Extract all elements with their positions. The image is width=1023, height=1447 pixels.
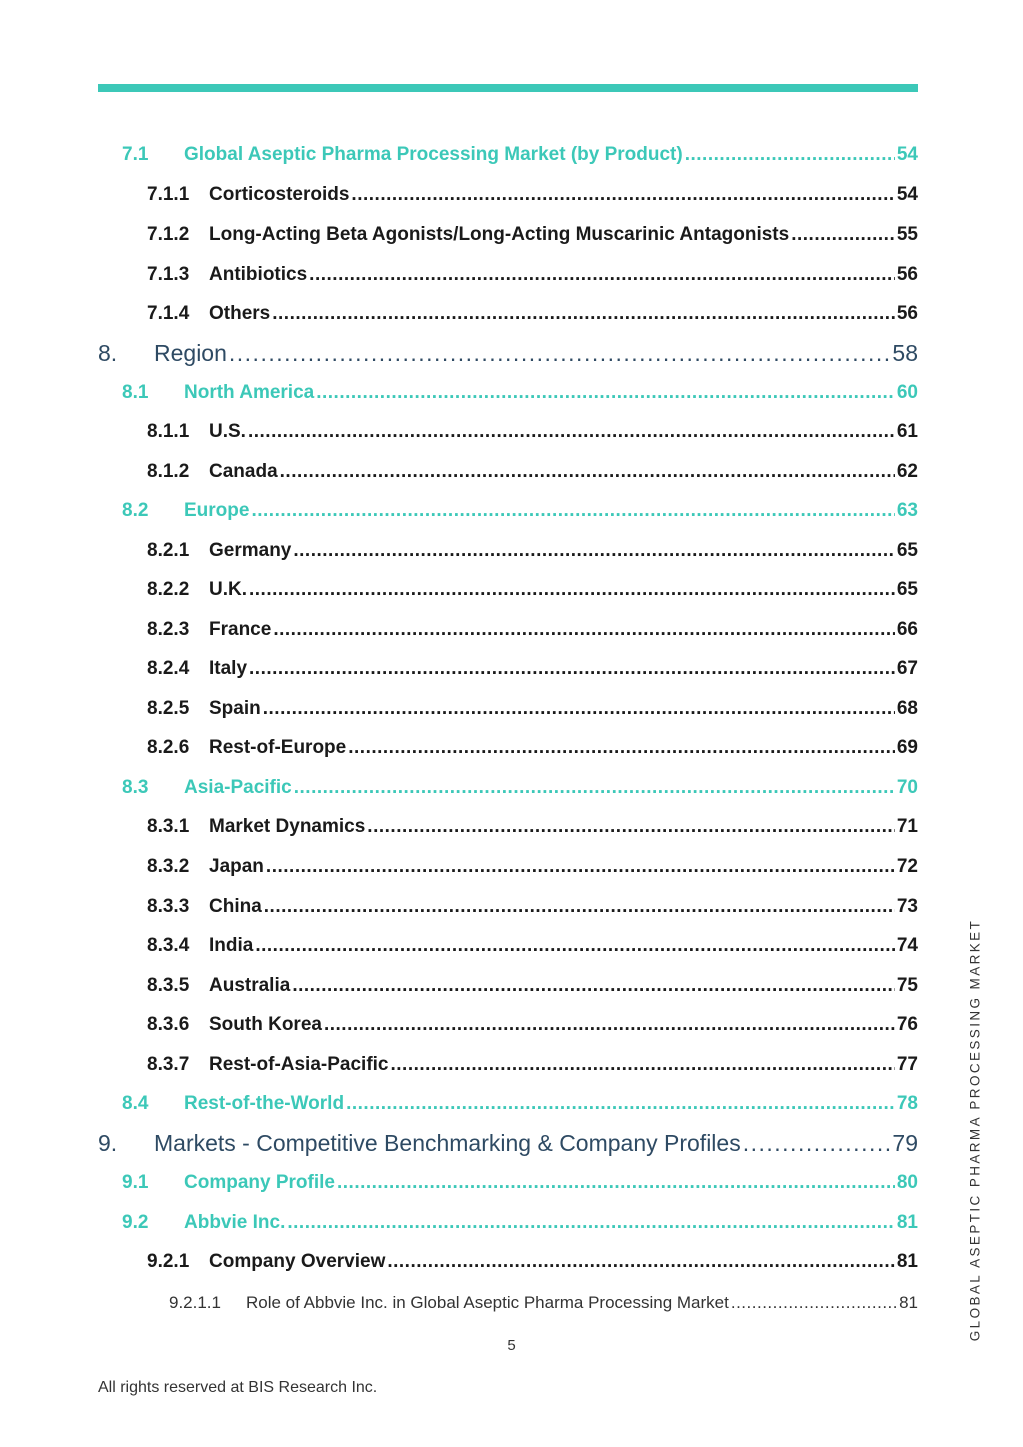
toc-entry-title: Role of Abbvie Inc. in Global Aseptic Pharma Processing Market — [246, 1293, 729, 1312]
toc-entry-title: Abbvie Inc. — [184, 1212, 286, 1233]
toc-entry-number: 8.3.4 — [147, 935, 190, 956]
toc-entry-page: 71 — [896, 816, 918, 837]
toc-dot-leader — [309, 264, 895, 286]
toc-entry[interactable] — [122, 382, 918, 404]
toc-dot-leader — [731, 1293, 897, 1313]
toc-entry[interactable] — [147, 184, 918, 206]
toc-entry[interactable] — [147, 658, 918, 680]
toc-entry[interactable] — [122, 777, 918, 799]
toc-entry-number: 9. — [98, 1130, 118, 1156]
toc-entry-number: 8.2.6 — [147, 737, 190, 758]
toc-entry-title: Canada — [209, 461, 278, 482]
toc-entry[interactable] — [147, 224, 918, 246]
toc-dot-leader — [346, 1093, 895, 1115]
toc-entry-page: 65 — [896, 540, 918, 561]
toc-entry[interactable] — [122, 1093, 918, 1115]
toc-entry[interactable] — [147, 303, 918, 325]
toc-entry-page: 58 — [892, 340, 918, 366]
toc-dot-leader — [367, 816, 895, 838]
toc-entry-number: 8.1.2 — [147, 461, 190, 482]
toc-entry-page: 67 — [896, 658, 918, 679]
toc-entry-number: 9.2.1.1 — [169, 1293, 221, 1312]
toc-entry-title: Region — [154, 340, 227, 366]
toc-entry-page: 81 — [899, 1293, 918, 1312]
toc-dot-leader — [272, 303, 895, 325]
toc-entry[interactable] — [147, 856, 918, 878]
toc-entry-number: 8.3.2 — [147, 856, 190, 877]
toc-dot-leader — [294, 777, 895, 799]
toc-entry-number: 8.1 — [122, 382, 149, 403]
toc-entry-number: 9.2 — [122, 1212, 149, 1233]
toc-entry-page: 75 — [896, 975, 918, 996]
toc-entry[interactable] — [147, 619, 918, 641]
toc-dot-leader — [293, 540, 894, 562]
toc-entry-number: 8.3.6 — [147, 1014, 190, 1035]
toc-entry-number: 8.1.1 — [147, 421, 190, 442]
toc-entry[interactable] — [147, 1251, 918, 1273]
toc-dot-leader — [316, 382, 895, 404]
toc-entry-page: 77 — [896, 1054, 918, 1075]
toc-entry-title: Antibiotics — [209, 264, 308, 285]
toc-entry-page: 69 — [896, 737, 918, 758]
toc-entry[interactable] — [147, 935, 918, 957]
toc-entry-page: 78 — [896, 1093, 918, 1114]
toc-entry[interactable] — [147, 579, 918, 601]
toc-entry-page: 81 — [896, 1251, 918, 1272]
toc-entry-page: 70 — [896, 777, 918, 798]
toc-entry[interactable] — [147, 896, 918, 918]
toc-entry-title: Rest-of-the-World — [184, 1093, 345, 1114]
toc-entry[interactable] — [147, 1054, 918, 1076]
toc-entry-page: 60 — [896, 382, 918, 403]
toc-entry-number: 8.2.4 — [147, 658, 190, 679]
toc-entry-title: Germany — [209, 540, 292, 561]
toc-dot-leader — [273, 619, 895, 641]
toc-entry-page: 54 — [896, 144, 918, 165]
toc-dot-leader — [229, 340, 891, 367]
toc-entry-title: Australia — [209, 975, 291, 996]
toc-entry-number: 7.1.3 — [147, 264, 190, 285]
toc-dot-leader — [337, 1172, 895, 1194]
toc-dot-leader — [391, 1054, 895, 1076]
toc-entry[interactable] — [147, 461, 918, 483]
toc-entry-number: 8.2 — [122, 500, 149, 521]
toc-entry-title: Italy — [209, 658, 248, 679]
toc-entry-title: India — [209, 935, 254, 956]
toc-entry-number: 8.2.5 — [147, 698, 190, 719]
header-accent-bar — [98, 84, 918, 92]
toc-entry-title: U.K. — [209, 579, 247, 600]
toc-entry-number: 8.3.7 — [147, 1054, 190, 1075]
toc-entry[interactable] — [122, 1172, 918, 1194]
toc-entry-title: Corticosteroids — [209, 184, 350, 205]
toc-dot-leader — [791, 224, 895, 246]
toc-dot-leader — [743, 1130, 891, 1157]
toc-entry-number: 8. — [98, 340, 118, 366]
toc-entry-page: 55 — [896, 224, 918, 245]
side-running-title: GLOBAL ASEPTIC PHARMA PROCESSING MARKET — [967, 918, 983, 1342]
toc-entry-title: Japan — [209, 856, 264, 877]
toc-entry-number: 8.2.1 — [147, 540, 190, 561]
toc-entry-number: 9.2.1 — [147, 1251, 190, 1272]
toc-entry[interactable] — [147, 421, 918, 443]
toc-entry[interactable] — [147, 975, 918, 997]
toc-entry[interactable] — [169, 1293, 918, 1313]
toc-dot-leader — [249, 579, 895, 601]
toc-entry-title: China — [209, 896, 262, 917]
toc-entry-number: 8.3.1 — [147, 816, 190, 837]
toc-entry-page: 62 — [896, 461, 918, 482]
toc-entry-title: South Korea — [209, 1014, 322, 1035]
toc-entry-title: Company Profile — [184, 1172, 335, 1193]
toc-entry-page: 61 — [896, 421, 918, 442]
toc-entry-number: 8.3 — [122, 777, 149, 798]
toc-dot-leader — [263, 698, 895, 720]
toc-entry[interactable] — [147, 816, 918, 838]
toc-entry-page: 56 — [896, 303, 918, 324]
toc-entry-title: France — [209, 619, 272, 640]
toc-entry-title: U.S. — [209, 421, 246, 442]
toc-entry-page: 73 — [896, 896, 918, 917]
toc-dot-leader — [351, 184, 894, 206]
toc-entry-number: 7.1.1 — [147, 184, 190, 205]
toc-entry-page: 76 — [896, 1014, 918, 1035]
toc-entry-number: 8.3.3 — [147, 896, 190, 917]
toc-entry-page: 54 — [896, 184, 918, 205]
toc-dot-leader — [292, 975, 895, 997]
toc-entry-number: 7.1.2 — [147, 224, 190, 245]
toc-dot-leader — [685, 144, 895, 166]
toc-dot-leader — [248, 421, 895, 443]
toc-entry-title: Markets - Competitive Benchmarking & Company Profiles — [154, 1130, 741, 1156]
toc-entry-title: Others — [209, 303, 271, 324]
toc-entry-page: 56 — [896, 264, 918, 285]
toc-entry-title: Long-Acting Beta Agonists/Long-Acting Muscarinic Antagonists — [209, 224, 790, 245]
toc-dot-leader — [324, 1014, 895, 1036]
toc-entry-page: 81 — [896, 1212, 918, 1233]
toc-entry-page: 79 — [892, 1130, 918, 1156]
toc-entry[interactable] — [98, 340, 918, 367]
toc-entry-page: 66 — [896, 619, 918, 640]
toc-dot-leader — [287, 1212, 895, 1234]
toc-dot-leader — [249, 658, 895, 680]
toc-dot-leader — [251, 500, 894, 522]
toc-entry-page: 68 — [896, 698, 918, 719]
toc-dot-leader — [348, 737, 895, 759]
toc-entry-page: 65 — [896, 579, 918, 600]
toc-entry[interactable] — [147, 540, 918, 562]
toc-entry-number: 8.2.2 — [147, 579, 190, 600]
toc-entry-page: 74 — [896, 935, 918, 956]
toc-entry-title: Company Overview — [209, 1251, 386, 1272]
toc-entry-title: Rest-of-Europe — [209, 737, 347, 758]
toc-dot-leader — [266, 856, 895, 878]
toc-entry[interactable] — [147, 698, 918, 720]
page-number: 5 — [507, 1337, 516, 1354]
toc-entry-number: 8.2.3 — [147, 619, 190, 640]
toc-entry-title: Europe — [184, 500, 250, 521]
toc-entry-title: Asia-Pacific — [184, 777, 292, 798]
toc-entry-title: North America — [184, 382, 315, 403]
toc-entry[interactable] — [98, 1130, 918, 1157]
toc-dot-leader — [387, 1251, 895, 1273]
toc-entry[interactable] — [122, 500, 918, 522]
toc-dot-leader — [280, 461, 895, 483]
toc-entry[interactable] — [122, 144, 918, 166]
toc-entry-number: 7.1.4 — [147, 303, 190, 324]
toc-entry-number: 7.1 — [122, 144, 149, 165]
footer-copyright: All rights reserved at BIS Research Inc. — [98, 1379, 378, 1396]
toc-entry[interactable] — [147, 264, 918, 286]
toc-entry[interactable] — [147, 1014, 918, 1036]
toc-entry-title: Spain — [209, 698, 261, 719]
toc-dot-leader — [255, 935, 895, 957]
toc-entry-number: 8.3.5 — [147, 975, 190, 996]
toc-entry-title: Rest-of-Asia-Pacific — [209, 1054, 389, 1075]
toc-entry-number: 9.1 — [122, 1172, 149, 1193]
toc-entry[interactable] — [122, 1212, 918, 1234]
toc-entry-title: Global Aseptic Pharma Processing Market (by Product) — [184, 144, 683, 165]
toc-entry-title: Market Dynamics — [209, 816, 366, 837]
toc-entry-page: 80 — [896, 1172, 918, 1193]
toc-dot-leader — [264, 896, 895, 918]
toc-entry-page: 63 — [896, 500, 918, 521]
toc-entry[interactable] — [147, 737, 918, 759]
toc-entry-number: 8.4 — [122, 1093, 149, 1114]
toc-entry-page: 72 — [896, 856, 918, 877]
